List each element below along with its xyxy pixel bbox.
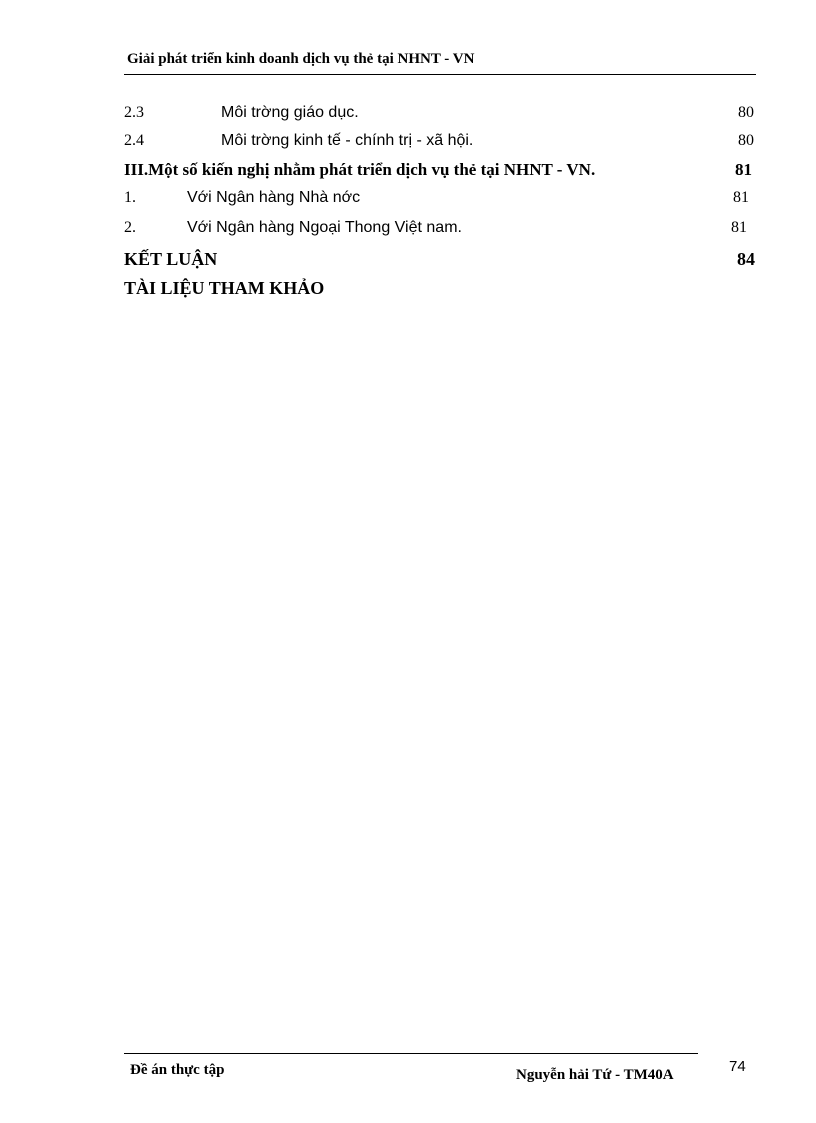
toc-entry-text: Với Ngân hàng Ngoại Thong Việt nam. (187, 219, 462, 236)
toc-section-text: III.Một số kiến nghị nhằm phát triển dịch vụ thẻ tại NHNT - VN. (124, 160, 596, 179)
toc-entry-page: 84 (737, 249, 755, 269)
toc-entry-page: 80 (738, 104, 754, 121)
toc-entry-page: 81 (735, 160, 752, 179)
footer-document-type: Đề án thực tập (130, 1062, 225, 1078)
toc-entry-text: Môi trờng kinh tế - chính trị - xã hội. (221, 132, 474, 149)
toc-entry-text: Môi trờng giáo dục. (221, 104, 359, 121)
toc-entry-text: Với Ngân hàng Nhà nớc (187, 189, 361, 206)
toc-entry-page: 81 (731, 219, 747, 236)
footer-divider (124, 1053, 698, 1054)
footer-author: Nguyễn hải Tứ - TM40A (516, 1067, 674, 1083)
header-divider (124, 74, 756, 75)
page-number: 74 (729, 1058, 746, 1075)
toc-entry-number: 2. (124, 219, 136, 236)
toc-entry-page: 80 (738, 132, 754, 149)
toc-entry-number: 2.3 (124, 104, 144, 121)
running-header-title: Giải phát triển kinh doanh dịch vụ thẻ tại NHNT - VN (127, 51, 475, 67)
toc-entry-page: 81 (733, 189, 749, 206)
toc-references-text: TÀI LIỆU THAM KHẢO (124, 278, 325, 298)
toc-entry-number: 1. (124, 189, 136, 206)
toc-conclusion-text: KẾT LUẬN (124, 249, 218, 269)
toc-entry-number: 2.4 (124, 132, 144, 149)
